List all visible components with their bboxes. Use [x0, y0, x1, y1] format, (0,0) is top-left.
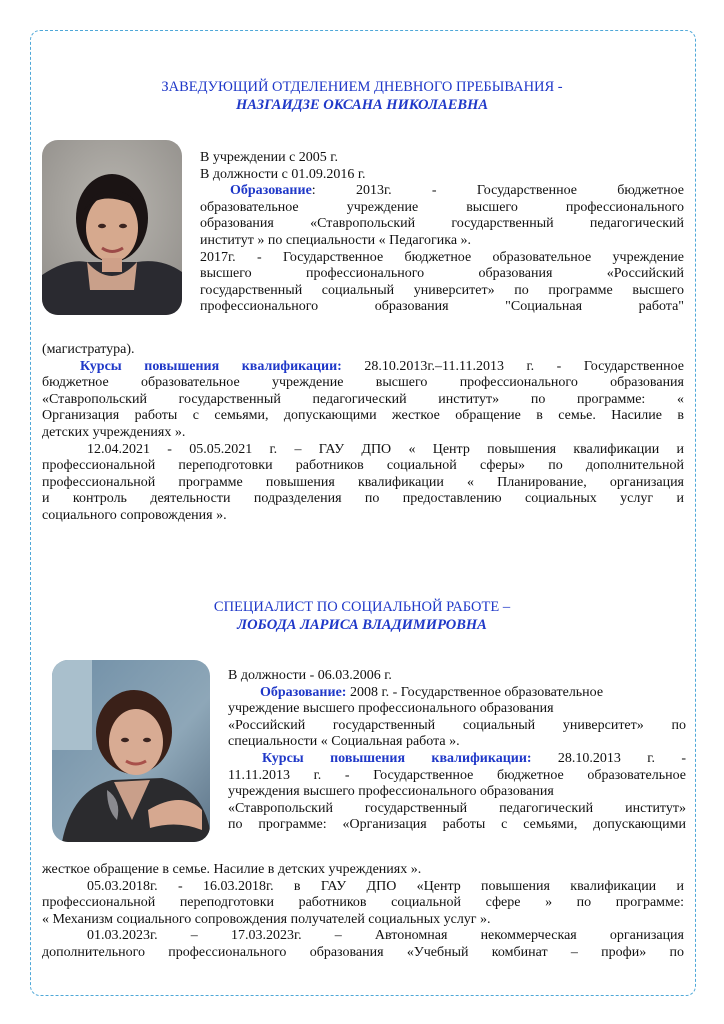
section1-courses-line4: Организация работы с семьями, допускающими жесткое обращение в семье. Насилие в	[42, 408, 684, 424]
section2-intro	[228, 668, 686, 834]
section1-courses2-line5: социального сопровождения ».	[42, 507, 227, 523]
section2-courses3-line1: 01.03.2023г. – 17.03.2023г. – Автономная некоммерческая организация	[87, 928, 684, 944]
section1-education-2017-line2: высшего профессионального образования «Российский	[200, 266, 684, 282]
section2-education-line1	[228, 685, 686, 702]
section1-education-label: Образование	[230, 183, 312, 199]
section1-education-2017-line4: профессионального образования "Социальная работа"	[200, 299, 684, 315]
section2-courses-text: 28.10.2013 г. -	[531, 750, 686, 766]
section1-courses-line3: «Ставропольский государственный педагогический институт» по программе: «	[42, 391, 684, 407]
section2-courses-line4: «Ставропольский государственный педагогический институт»	[228, 800, 686, 816]
section1-heading	[40, 78, 684, 114]
section1-education-text: : 2013г. - Государственное бюджетное	[311, 183, 684, 199]
section2-position: В должности - 06.03.2006 г.	[228, 668, 392, 683]
section2-courses2-line3: « Механизм социального сопровождения получателей социальных услуг ».	[42, 911, 491, 927]
section1-education-line1	[200, 183, 684, 200]
section2-courses-line3: учреждения высшего профессионального образования	[228, 784, 554, 800]
section2-education-line4: специальности « Социальная работа ».	[228, 734, 460, 750]
section1-courses-line1	[42, 359, 684, 376]
section1-courses2-line3: профессиональной программе повышения квалификации « Планирование, организация	[42, 474, 684, 490]
section2-education-label: Образование:	[260, 684, 347, 700]
section2-courses-line5: по программе: «Организация работы с семьями, допускающими	[228, 817, 686, 833]
section2-education-line3: «Российский государственный социальный университет» по	[228, 717, 686, 733]
section1-portrait-photo	[42, 140, 182, 315]
section1-courses-text: 28.10.2013г.–11.11.2013 г. - Государственное	[341, 358, 685, 374]
section1-courses-line2: бюджетное образовательное учреждение высшего профессионального образования	[42, 375, 684, 391]
section2-courses2-line1: 05.03.2018г. - 16.03.2018г. в ГАУ ДПО «Центр повышения квалификации и	[87, 878, 684, 894]
section1-courses2-line2: профессиональной переподготовки работников социальной сферы» по дополнительной	[42, 458, 684, 474]
section1-intro	[200, 150, 684, 316]
section2-name: ЛОБОДА ЛАРИСА ВЛАДИМИРОВНА	[237, 617, 487, 633]
section1-body	[42, 342, 684, 525]
section1-education-2017-line3: государственный социальный университет» по программе высшего	[200, 282, 684, 298]
section1-education-2017-line1: 2017г. - Государственное бюджетное образовательное учреждение	[200, 249, 684, 265]
section1-position: В должности с 01.09.2016 г.	[200, 166, 366, 182]
section2-title: СПЕЦИАЛИСТ ПО СОЦИАЛЬНОЙ РАБОТЕ –	[213, 599, 511, 615]
section2-education-text: 2008 г. - Государственное образовательное	[346, 684, 604, 700]
section1-portrait-image	[42, 140, 182, 315]
section1-courses-label: Курсы повышения квалификации:	[80, 358, 342, 374]
section2-courses-line6: жесткое обращение в семье. Насилие в детских учреждениях ».	[42, 862, 422, 877]
section1-education-2017-line5: (магистратура).	[42, 342, 135, 357]
section1-since: В учреждении с 2005 г.	[200, 150, 338, 165]
section1-courses2-line4: и контроль деятельности подразделения по предоставлению социальных услуг и	[42, 491, 684, 507]
section2-courses-line1	[228, 751, 686, 768]
section1-education-line3: образования «Ставропольский государственный педагогический	[200, 216, 684, 232]
section2-courses-label: Курсы повышения квалификации:	[262, 750, 532, 766]
section2-courses3-line2: дополнительного профессионального образования «Учебный комбинат – профи» по	[42, 944, 684, 960]
section2-courses-line2: 11.11.2013 г. - Государственное бюджетное образовательное	[228, 767, 686, 783]
section1-courses2-line1: 12.04.2021 - 05.05.2021 г. – ГАУ ДПО « Центр повышения квалификации и	[87, 441, 684, 457]
section1-title: ЗАВЕДУЮЩИЙ ОТДЕЛЕНИЕМ ДНЕВНОГО ПРЕБЫВАНИЯ -	[161, 79, 563, 95]
section1-education-line2: образовательное учреждение высшего профессионального	[200, 199, 684, 215]
section2-courses2-line2: профессиональной переподготовки работников социальной сфере » по программе:	[42, 895, 684, 911]
section1-education-line4: институт » по специальности « Педагогика ».	[200, 232, 472, 248]
section1-name: НАЗГАИДЗЕ ОКСАНА НИКОЛАЕВНА	[235, 97, 489, 113]
section2-portrait-image	[52, 660, 210, 842]
section2-education-line2: учреждение высшего профессионального образования	[228, 701, 554, 717]
section2-heading	[40, 598, 684, 634]
section2-body	[42, 862, 684, 962]
section1-courses-line5: детских учреждениях ».	[42, 424, 186, 440]
section2-portrait-photo	[52, 660, 210, 842]
